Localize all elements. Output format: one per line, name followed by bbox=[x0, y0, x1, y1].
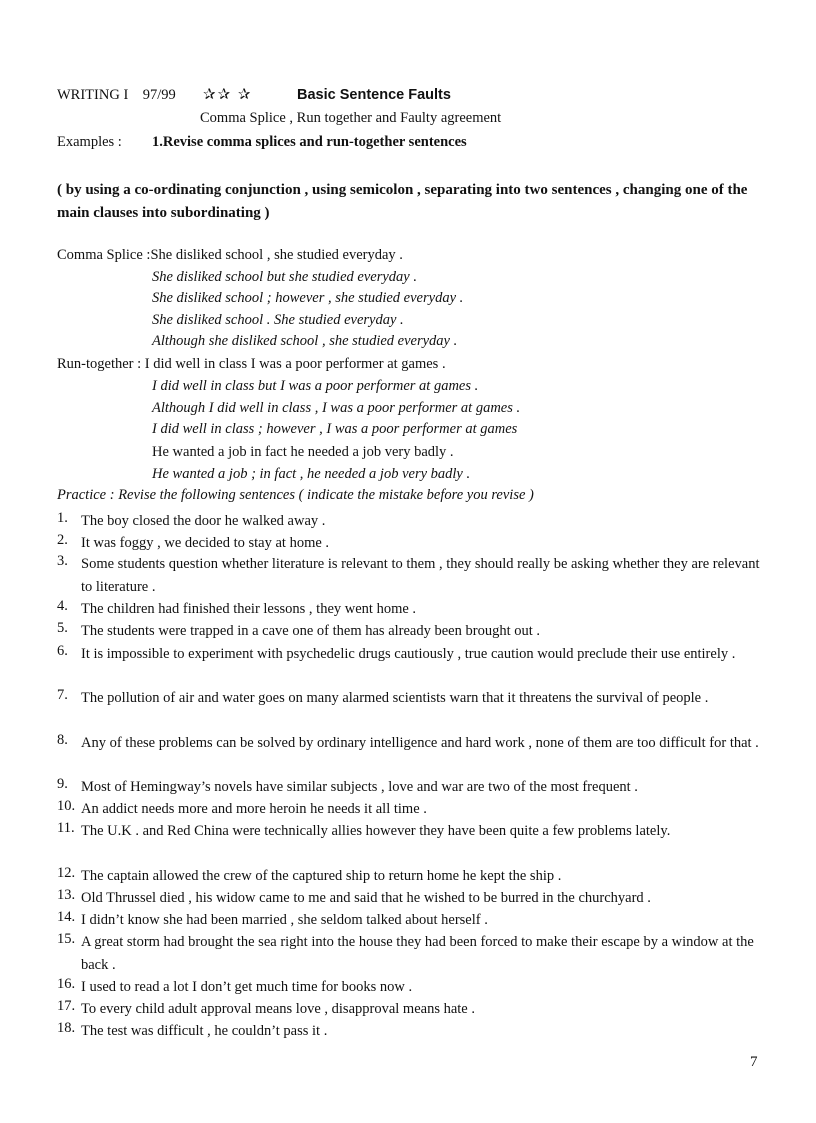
course-code bbox=[57, 87, 176, 104]
list-item-number: 3. bbox=[57, 553, 68, 569]
run-together-revision: Although I did well in class , I was a poor performer at games . bbox=[152, 400, 521, 416]
list-item: Any of these problems can be solved by ordinary intelligence and hard work , none of them are too difficult for that . bbox=[81, 735, 759, 751]
run-together-revision: I did well in class ; however , I was a poor performer at games bbox=[152, 421, 518, 437]
list-item: An addict needs more and more heroin he needs it all time . bbox=[81, 801, 427, 817]
comma-splice-original: She disliked school , she studied everyday . bbox=[150, 247, 403, 263]
list-item: The students were trapped in a cave one of them has already been brought out . bbox=[81, 623, 541, 639]
list-item-number: 2. bbox=[57, 532, 68, 548]
list-item: Most of Hemingway’s novels have similar subjects , love and war are two of the most frequent . bbox=[81, 779, 638, 795]
run-together-example bbox=[57, 356, 446, 373]
comma-splice-revision: Although she disliked school , she studied everyday . bbox=[152, 333, 458, 349]
list-item: Old Thrussel died , his widow came to me and said that he wished to be burred in the churchyard . bbox=[81, 890, 651, 906]
list-item-number: 10. bbox=[57, 798, 76, 814]
rating-stars-icon: ✰✰ ✰ bbox=[203, 87, 253, 103]
list-item: I used to read a lot I don’t get much time for books now . bbox=[81, 979, 413, 995]
comma-splice-example bbox=[57, 247, 403, 264]
list-item: To every child adult approval means love , disapproval means hate . bbox=[81, 1001, 475, 1017]
page-title: Basic Sentence Faults bbox=[297, 87, 451, 103]
comma-splice-revision: She disliked school . She studied everyday . bbox=[152, 312, 404, 328]
list-item: The children had finished their lessons , they went home . bbox=[81, 601, 417, 617]
list-item-number: 6. bbox=[57, 643, 68, 659]
list-item: A great storm had brought the sea right into the house they had been forced to make their escape by a window at the back . bbox=[81, 934, 754, 973]
comma-splice-revision: She disliked school but she studied everyday . bbox=[152, 269, 417, 285]
list-item: The pollution of air and water goes on many alarmed scientists warn that it threatens the survival of people . bbox=[81, 690, 709, 706]
list-item: The captain allowed the crew of the captured ship to return home he kept the ship . bbox=[81, 868, 562, 884]
list-item: I didn’t know she had been married , she seldom talked about herself . bbox=[81, 912, 488, 928]
instruction-text: ( by using a co-ordinating conjunction , using semicolon , separating into two sentences , changing one of the main clauses into subordinating ) bbox=[57, 182, 748, 221]
list-item-number: 13. bbox=[57, 887, 76, 903]
practice-heading: Practice : Revise the following sentences ( indicate the mistake before you revise ) bbox=[57, 487, 534, 503]
run-together-label: Run-together : bbox=[57, 356, 142, 372]
list-item-number: 15. bbox=[57, 931, 76, 947]
list-item: It was foggy , we decided to stay at home . bbox=[81, 535, 330, 551]
list-item: The test was difficult , he couldn’t pass it . bbox=[81, 1023, 328, 1039]
list-item-number: 18. bbox=[57, 1020, 76, 1036]
list-item-number: 8. bbox=[57, 732, 68, 748]
run-together-original-2: He wanted a job in fact he needed a job very badly . bbox=[152, 444, 454, 460]
list-item: The boy closed the door he walked away . bbox=[81, 513, 326, 529]
examples-label: Examples : bbox=[57, 134, 122, 150]
list-item-number: 12. bbox=[57, 865, 76, 881]
list-item-number: 5. bbox=[57, 620, 68, 636]
course-name: WRITING I bbox=[57, 87, 129, 103]
run-together-revision: I did well in class but I was a poor performer at games . bbox=[152, 378, 479, 394]
list-item-number: 14. bbox=[57, 909, 76, 925]
comma-splice-label: Comma Splice : bbox=[57, 247, 151, 263]
run-together-original: I did well in class I was a poor performer at games . bbox=[144, 356, 446, 372]
list-item-number: 1. bbox=[57, 510, 68, 526]
page-number: 7 bbox=[750, 1054, 758, 1070]
list-item-number: 7. bbox=[57, 687, 68, 703]
course-year: 97/99 bbox=[142, 87, 176, 103]
list-item: It is impossible to experiment with psychedelic drugs cautiously , true caution would preclude their use entirely . bbox=[81, 646, 736, 662]
list-item-number: 16. bbox=[57, 976, 76, 992]
list-item-number: 9. bbox=[57, 776, 68, 792]
list-item: Some students question whether literature is relevant to them , they should really be asking whether they are relevant to literature . bbox=[81, 556, 760, 595]
comma-splice-revision: She disliked school ; however , she studied everyday . bbox=[152, 290, 464, 306]
list-item-number: 11. bbox=[57, 820, 75, 836]
list-item-number: 4. bbox=[57, 598, 68, 614]
list-item: The U.K . and Red China were technically allies however they have been quite a few problems lately. bbox=[81, 823, 671, 839]
examples-heading: 1.Revise comma splices and run-together sentences bbox=[152, 134, 467, 150]
page-subtitle: Comma Splice , Run together and Faulty agreement bbox=[200, 110, 502, 126]
list-item-number: 17. bbox=[57, 998, 76, 1014]
run-together-revision-2: He wanted a job ; in fact , he needed a job very badly . bbox=[152, 466, 471, 482]
